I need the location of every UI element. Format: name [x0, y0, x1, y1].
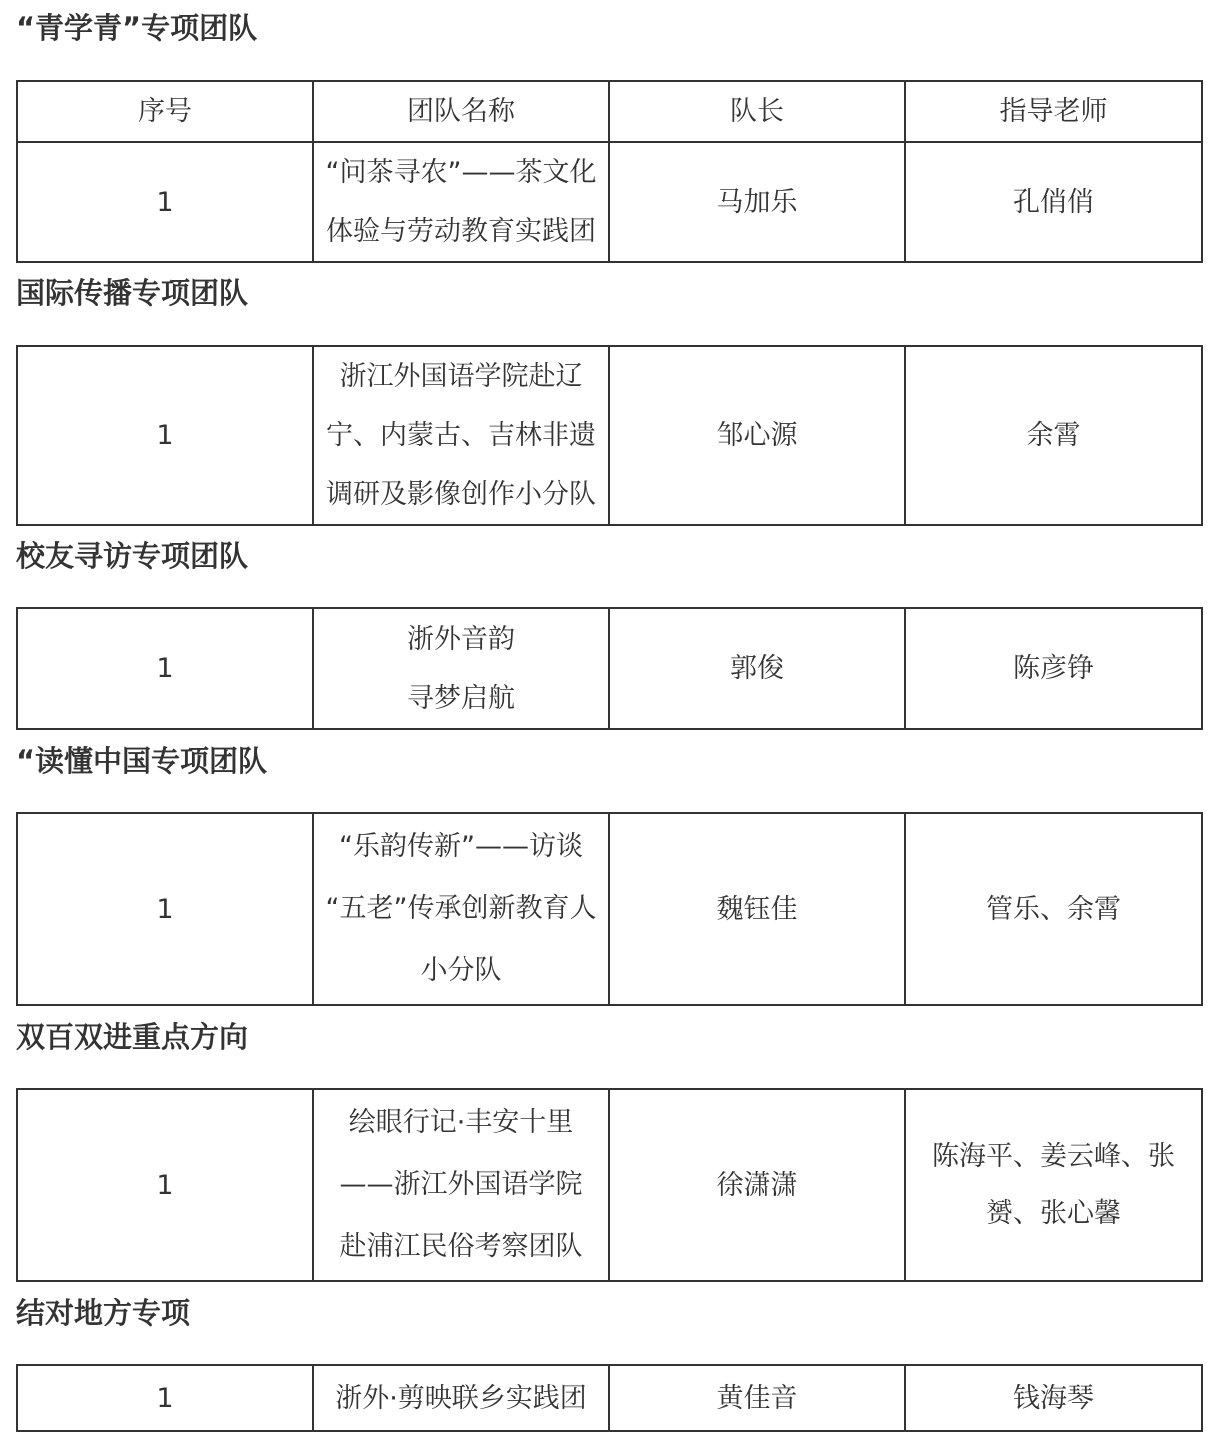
row-team-name [313, 1089, 609, 1281]
header-index: 序号 [17, 81, 313, 142]
row-captain: 黄佳音 [609, 1365, 905, 1431]
advisor-line: 赟、张心馨 [986, 1198, 1121, 1229]
row-team-name [313, 346, 609, 525]
row-index: 1 [17, 1089, 313, 1281]
team-name-line: 浙江外国语学院赴辽 [339, 361, 583, 392]
team-name-line: 小分队 [420, 955, 502, 986]
table-row [17, 346, 1202, 525]
section-heading: “读懂中国专项团队 [16, 744, 268, 778]
team-name-line: 宁、内蒙古、吉林非遗 [326, 420, 596, 451]
row-advisor [905, 813, 1202, 1005]
table-row [17, 1089, 1202, 1281]
section-heading: “青学青”专项团队 [16, 11, 258, 45]
row-team-name [313, 813, 609, 1005]
row-captain: 徐潇潇 [609, 1089, 905, 1281]
row-index: 1 [17, 142, 313, 262]
team-table [16, 345, 1203, 526]
table-header-row [17, 81, 1202, 142]
team-name-line: 浙外·剪映联乡实践团 [335, 1382, 587, 1414]
header-captain: 队长 [609, 81, 905, 142]
row-advisor [905, 1365, 1202, 1431]
section-heading: 双百双进重点方向 [16, 1020, 249, 1054]
advisor-line: 管乐、余霄 [986, 893, 1121, 925]
row-advisor [905, 608, 1202, 729]
row-captain: 郭俊 [609, 608, 905, 729]
advisor-line: 陈海平、姜云峰、张 [932, 1141, 1175, 1172]
row-index: 1 [17, 346, 313, 525]
row-index: 1 [17, 1365, 313, 1431]
team-name-line: 赴浦江民俗考察团队 [339, 1231, 583, 1262]
table-row [17, 608, 1202, 729]
section-heading: 国际传播专项团队 [16, 276, 249, 310]
section-heading: 结对地方专项 [16, 1296, 191, 1330]
team-table [16, 1364, 1203, 1432]
row-team-name [313, 1365, 609, 1431]
row-advisor [905, 142, 1202, 262]
team-table [16, 812, 1203, 1006]
row-captain: 邹心源 [609, 346, 905, 525]
team-name-line: 调研及影像创作小分队 [326, 479, 596, 510]
table-row [17, 813, 1202, 1005]
team-table [16, 607, 1203, 730]
header-advisor: 指导老师 [905, 81, 1202, 142]
advisor-line: 钱海琴 [1013, 1382, 1094, 1414]
row-team-name [313, 608, 609, 729]
section-heading: 校友寻访专项团队 [16, 539, 249, 573]
table-row [17, 142, 1202, 262]
row-index: 1 [17, 608, 313, 729]
team-name-line: 体验与劳动教育实践团 [326, 216, 596, 247]
team-table [16, 80, 1203, 263]
team-name-line: “问茶寻农”——茶文化 [325, 157, 597, 188]
advisor-line: 孔俏俏 [1013, 186, 1094, 218]
team-name-line: “五老”传承创新教育人 [325, 893, 597, 924]
team-name-line: “乐韵传新”——访谈 [339, 831, 583, 862]
team-name-line: 浙外音韵 [407, 623, 515, 655]
team-name-line: 寻梦启航 [407, 682, 515, 714]
row-team-name [313, 142, 609, 262]
row-advisor [905, 1089, 1202, 1281]
table-row [17, 1365, 1202, 1431]
row-advisor [905, 346, 1202, 525]
row-index: 1 [17, 813, 313, 1005]
team-table [16, 1088, 1203, 1282]
team-name-line: 绘眼行记·丰安十里 [348, 1107, 574, 1138]
row-captain: 马加乐 [609, 142, 905, 262]
advisor-line: 陈彦铮 [1013, 653, 1094, 684]
header-team-name: 团队名称 [313, 81, 609, 142]
row-captain: 魏钰佳 [609, 813, 905, 1005]
team-name-line: ——浙江外国语学院 [339, 1169, 583, 1200]
advisor-line: 余霄 [1026, 420, 1081, 451]
